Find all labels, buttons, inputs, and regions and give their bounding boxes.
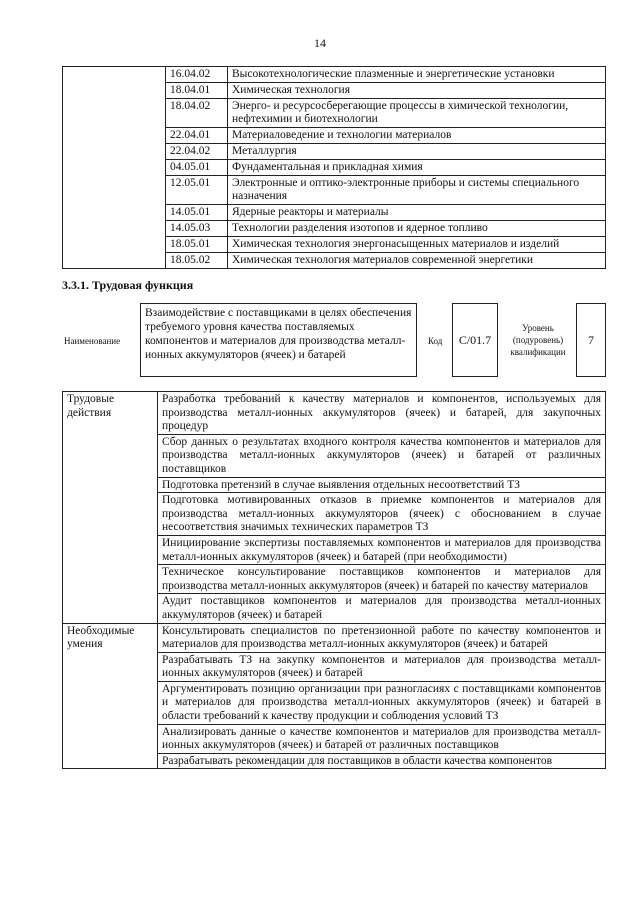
specialty-code: 16.04.02 xyxy=(166,67,228,83)
specialty-row xyxy=(63,176,606,205)
qualification-level-label: Уровень (подуровень) квалификации xyxy=(510,323,566,357)
function-name-value: Взаимодействие с поставщиками в целях обеспечения требуемого уровня качества поставляемых компонентов и материалов для производства металл-ионных аккумуляторов (ячеек) и батарей xyxy=(140,303,417,377)
labor-function-table xyxy=(62,391,606,769)
specialty-code: 04.05.01 xyxy=(166,160,228,176)
specialty-name: Ядерные реакторы и материалы xyxy=(228,205,606,221)
table-row xyxy=(63,623,606,652)
required-skill-item: Разрабатывать рекомендации для поставщиков в области качества компонентов xyxy=(158,753,606,769)
required-skill-item: Разрабатывать ТЗ на закупку компонентов и материалов для производства металл-ионных аккумуляторов (ячеек) и батарей xyxy=(158,652,606,681)
specialty-empty-cell xyxy=(63,128,166,144)
specialty-name: Высокотехнологические плазменные и энергетические установки xyxy=(228,67,606,83)
function-code-label: Код xyxy=(428,336,443,346)
specialty-row xyxy=(63,205,606,221)
labor-action-item: Инициирование экспертизы поставляемых компонентов и материалов для производства металл-ионных аккумуляторов (ячеек) и батарей (при необходимости) xyxy=(158,535,606,564)
specialty-code: 18.04.02 xyxy=(166,99,228,128)
specialties-table xyxy=(62,66,606,269)
specialty-empty-cell xyxy=(63,176,166,205)
specialty-code: 18.05.01 xyxy=(166,237,228,253)
table-row xyxy=(63,392,606,435)
specialty-empty-cell xyxy=(63,160,166,176)
specialty-empty-cell xyxy=(63,144,166,160)
section-title: 3.3.1. Трудовая функция xyxy=(62,278,194,292)
specialty-name: Химическая технология энергонасыщенных материалов и изделий xyxy=(228,237,606,253)
specialty-name: Химическая технология материалов современной энергетики xyxy=(228,253,606,269)
specialty-name: Электронные и оптико-электронные приборы и системы специального назначения xyxy=(228,176,606,205)
labor-action-item: Аудит поставщиков компонентов и материалов для производства металл-ионных аккумуляторов (ячеек) и батарей xyxy=(158,594,606,623)
specialty-name: Фундаментальная и прикладная химия xyxy=(228,160,606,176)
specialty-row xyxy=(63,99,606,128)
function-code-value: С/01.7 xyxy=(452,303,498,377)
specialty-code: 18.04.01 xyxy=(166,83,228,99)
specialty-name: Металлургия xyxy=(228,144,606,160)
required-skill-item: Консультировать специалистов по претензионной работе по качеству компонентов и материалов для производства металл-ионных аккумуляторов (ячеек) и батарей xyxy=(158,623,606,652)
specialty-empty-cell xyxy=(63,253,166,269)
specialty-row xyxy=(63,237,606,253)
specialty-code: 22.04.01 xyxy=(166,128,228,144)
specialty-row xyxy=(63,253,606,269)
specialty-code: 18.05.02 xyxy=(166,253,228,269)
specialty-row xyxy=(63,160,606,176)
labor-actions-label: Трудовые действия xyxy=(63,392,158,624)
required-skill-item: Анализировать данные о качестве компонентов и материалов для производства металл-ионных аккумуляторов (ячеек) и батарей от различных поставщиков xyxy=(158,724,606,753)
labor-action-item: Техническое консультирование поставщиков компонентов и материалов для производства металл-ионных аккумуляторов (ячеек) и батарей по качеству материалов xyxy=(158,565,606,594)
labor-action-item: Разработка требований к качеству материалов и компонентов, используемых для производства металл-ионных аккумуляторов (ячеек) и батарей, для закупочных процедур xyxy=(158,392,606,435)
specialty-code: 14.05.03 xyxy=(166,221,228,237)
specialty-name: Материаловедение и технологии материалов xyxy=(228,128,606,144)
page-number: 14 xyxy=(314,36,326,50)
specialty-empty-cell xyxy=(63,83,166,99)
required-skills-label: Необходимые умения xyxy=(63,623,158,769)
specialty-name: Энерго- и ресурсосберегающие процессы в химической технологии, нефтехимии и биотехнологии xyxy=(228,99,606,128)
function-name-label: Наименование xyxy=(64,336,121,346)
specialty-row xyxy=(63,144,606,160)
specialty-empty-cell xyxy=(63,205,166,221)
specialty-empty-cell xyxy=(63,67,166,83)
specialty-code: 22.04.02 xyxy=(166,144,228,160)
specialty-row xyxy=(63,83,606,99)
specialty-row xyxy=(63,221,606,237)
specialty-empty-cell xyxy=(63,237,166,253)
specialty-empty-cell xyxy=(63,99,166,128)
specialty-row xyxy=(63,128,606,144)
specialty-row xyxy=(63,67,606,83)
labor-action-item: Сбор данных о результатах входного контроля качества компонентов и материалов для производства металл-ионных аккумуляторов (ячеек) и батарей от различных поставщиков xyxy=(158,434,606,477)
labor-action-item: Подготовка претензий в случае выявления отдельных несоответствий ТЗ xyxy=(158,477,606,493)
qualification-level-value: 7 xyxy=(576,303,606,377)
specialty-code: 12.05.01 xyxy=(166,176,228,205)
specialty-name: Технологии разделения изотопов и ядерное топливо xyxy=(228,221,606,237)
specialty-name: Химическая технология xyxy=(228,83,606,99)
specialty-code: 14.05.01 xyxy=(166,205,228,221)
specialty-empty-cell xyxy=(63,221,166,237)
required-skill-item: Аргументировать позицию организации при разногласиях с поставщиками компонентов и материалов для производства металл-ионных аккумуляторов (ячеек) и батарей в области требований к качеству продукции и соблюдения условий ТЗ xyxy=(158,681,606,724)
labor-action-item: Подготовка мотивированных отказов в приемке компонентов и материалов для производства металл-ионных аккумуляторов (ячеек) с обоснованием в случае несоответствия значимых технических параметров ТЗ xyxy=(158,493,606,536)
